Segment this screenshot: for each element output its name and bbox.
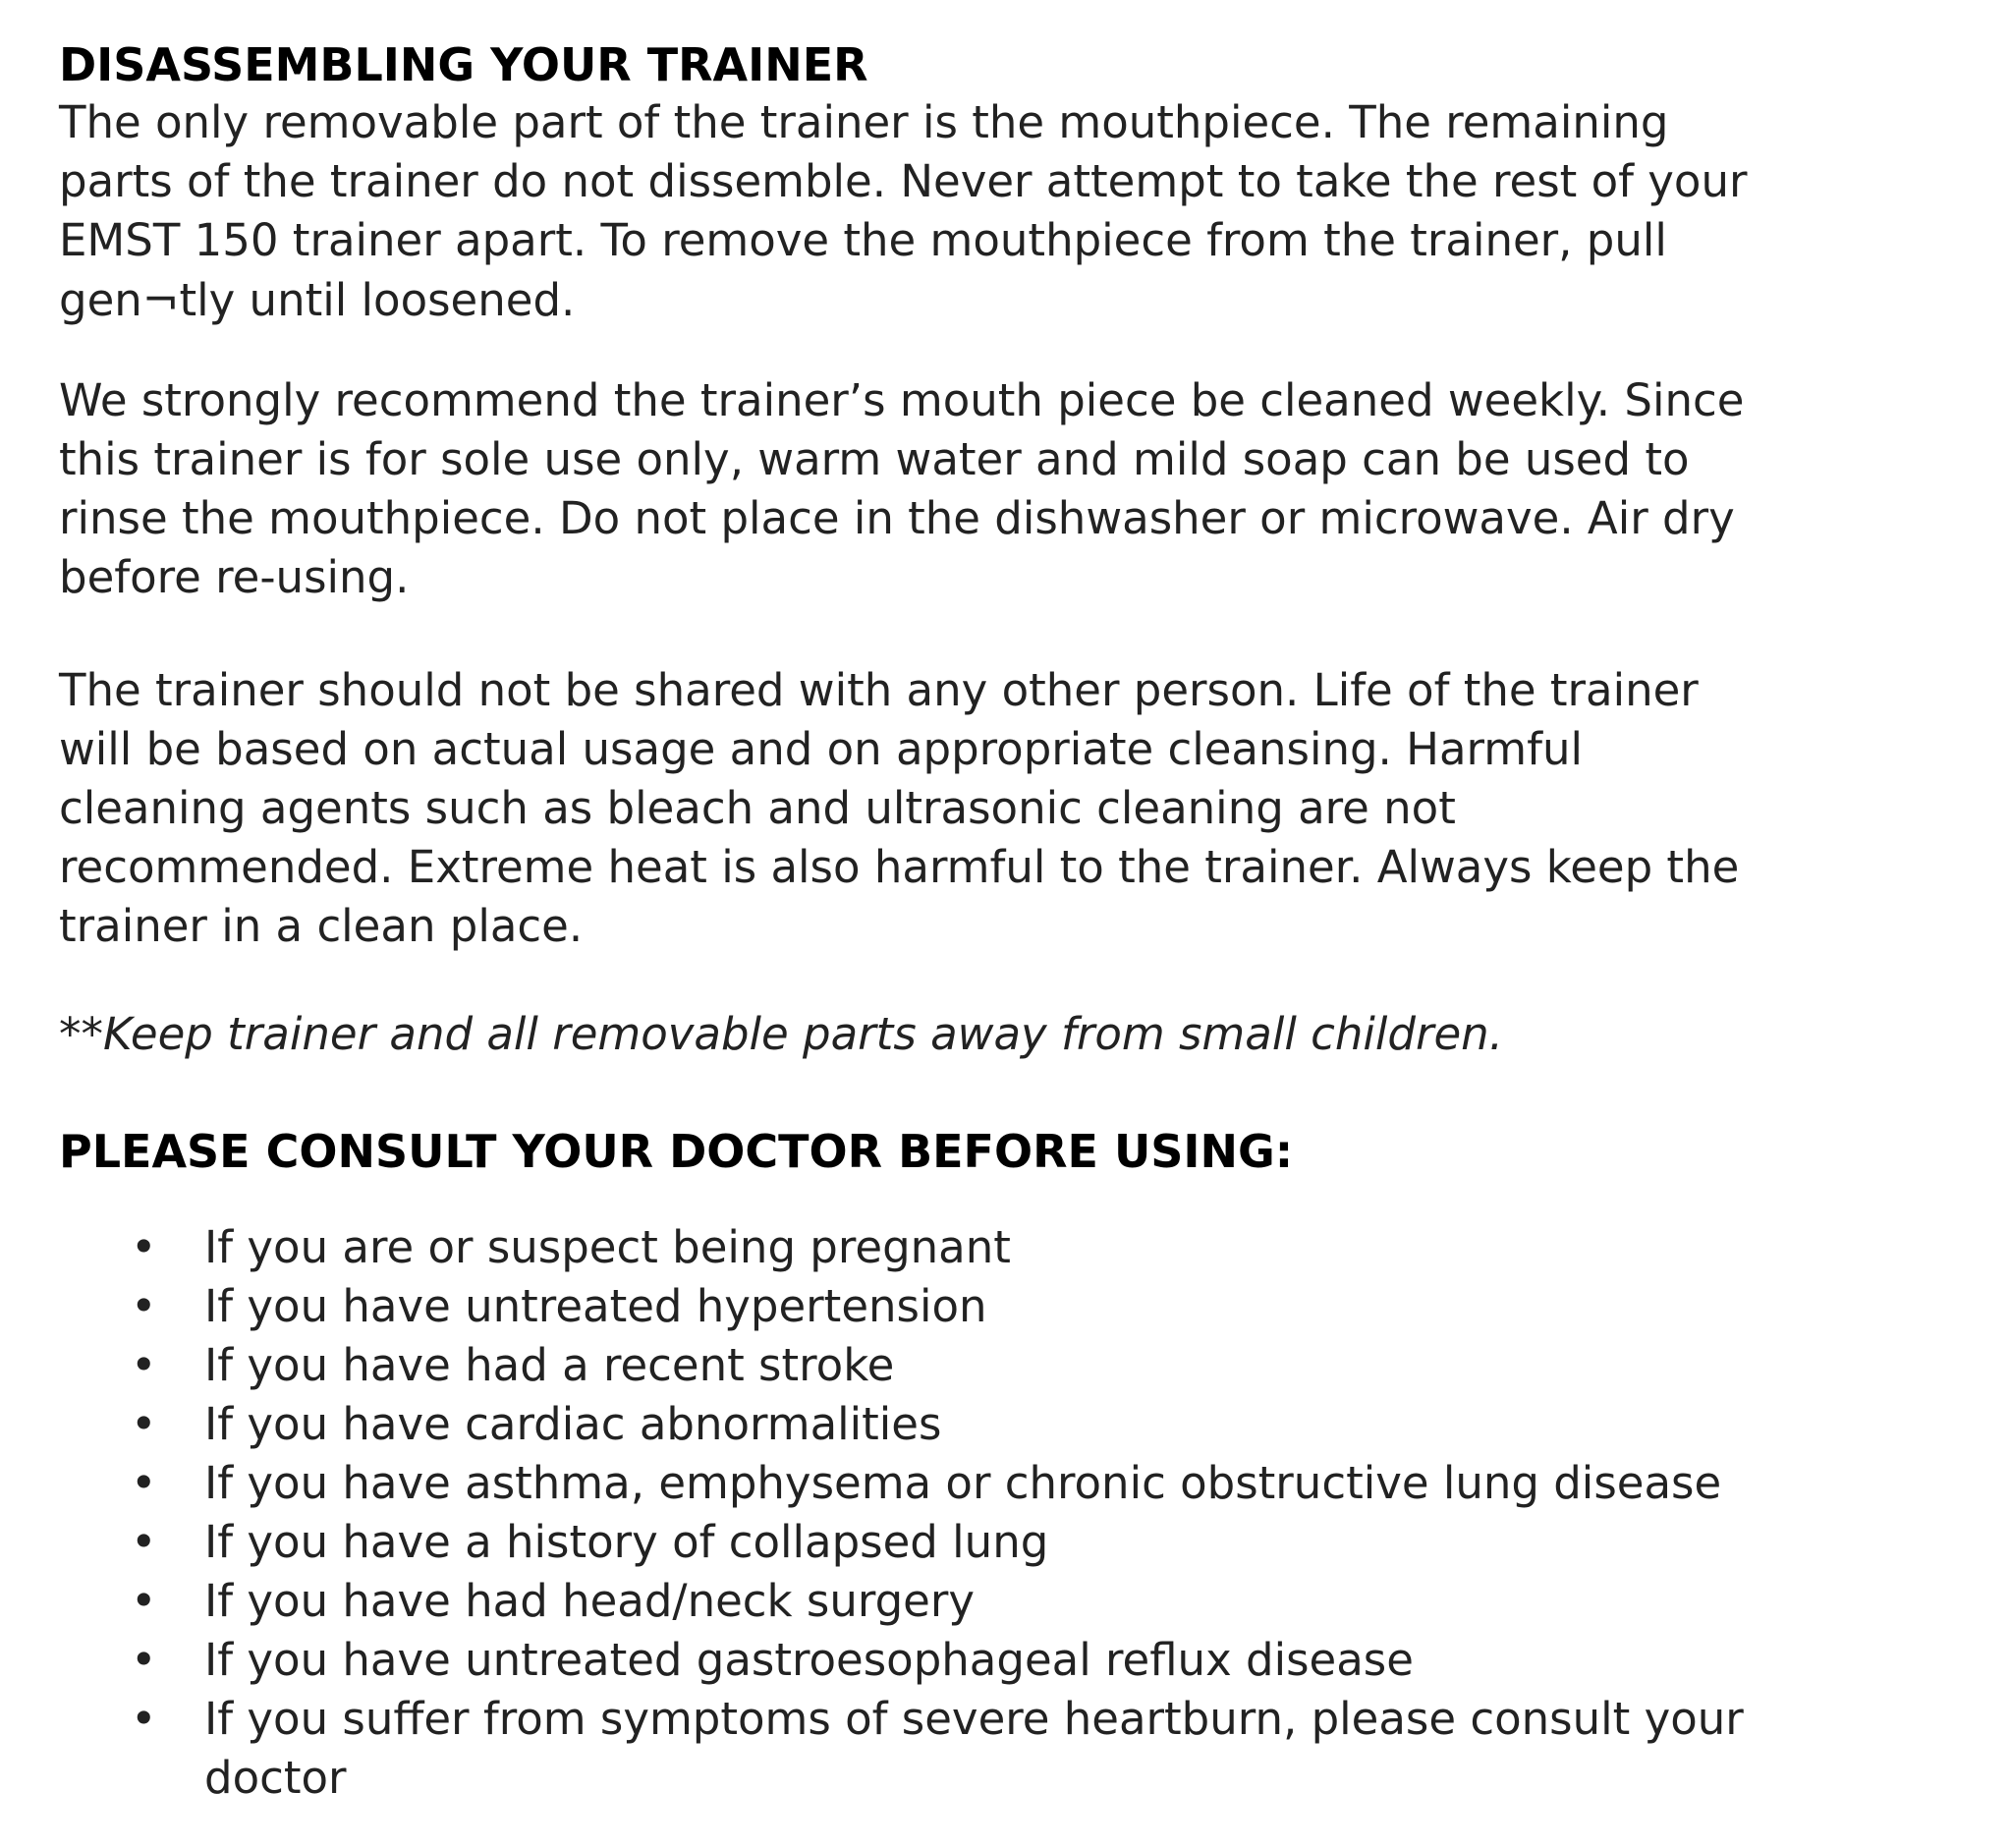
paragraph-line: EMST 150 trainer apart. To remove the mouthpiece from the trainer, pull [59, 214, 1667, 266]
list-item-text: If you have had a recent stroke [204, 1339, 895, 1391]
section-heading-disassembling: DISASSEMBLING YOUR TRAINER [59, 38, 868, 91]
paragraph-line: gen¬tly until loosened. [59, 274, 576, 326]
list-item-text: If you have untreated hypertension [204, 1280, 987, 1332]
paragraph-line: cleaning agents such as bleach and ultrasonic cleaning are not [59, 782, 1456, 834]
child-safety-warning [59, 1005, 1503, 1064]
paragraph-line: trainer in a clean place. [59, 900, 584, 952]
list-item-text: If you are or suspect being pregnant [204, 1221, 1011, 1273]
section-heading-consult-doctor: PLEASE CONSULT YOUR DOCTOR BEFORE USING: [59, 1125, 1294, 1178]
paragraph-line: recommended. Extreme heat is also harmful to the trainer. Always keep the [59, 841, 1740, 893]
paragraph-line: will be based on actual usage and on appropriate cleansing. Harmful [59, 723, 1583, 775]
bullet-icon: • [131, 1398, 157, 1450]
list-item-text: If you have a history of collapsed lung [204, 1516, 1049, 1568]
list-item-text-continuation: doctor [204, 1752, 347, 1804]
paragraph-line: parts of the trainer do not dissemble. Never attempt to take the rest of your [59, 155, 1748, 207]
bullet-icon: • [131, 1221, 157, 1273]
warning-asterisks: ** [59, 1008, 103, 1060]
list-item-text: If you have cardiac abnormalities [204, 1398, 942, 1450]
paragraph-line: The trainer should not be shared with any other person. Life of the trainer [59, 664, 1699, 716]
bullet-icon: • [131, 1339, 157, 1391]
paragraph-line: this trainer is for sole use only, warm water and mild soap can be used to [59, 433, 1690, 485]
list-item-text: If you have asthma, emphysema or chronic obstructive lung disease [204, 1457, 1722, 1509]
list-item-text: If you suffer from symptoms of severe heartburn, please consult your [204, 1693, 1744, 1745]
warning-text: Keep trainer and all removable parts away from small children. [103, 1008, 1503, 1060]
bullet-icon: • [131, 1457, 157, 1509]
bullet-icon: • [131, 1516, 157, 1568]
bullet-icon: • [131, 1280, 157, 1332]
list-item-text: If you have had head/neck surgery [204, 1575, 975, 1627]
paragraph-line: The only removable part of the trainer is the mouthpiece. The remaining [59, 96, 1669, 148]
list-item-text: If you have untreated gastroesophageal reflux disease [204, 1634, 1414, 1686]
bullet-icon: • [131, 1575, 157, 1627]
bullet-icon: • [131, 1693, 157, 1745]
paragraph-line: before re-using. [59, 551, 410, 603]
paragraph-line: We strongly recommend the trainer’s mouth piece be cleaned weekly. Since [59, 374, 1745, 426]
paragraph-line: rinse the mouthpiece. Do not place in the dishwasher or microwave. Air dry [59, 492, 1735, 544]
bullet-icon: • [131, 1634, 157, 1686]
